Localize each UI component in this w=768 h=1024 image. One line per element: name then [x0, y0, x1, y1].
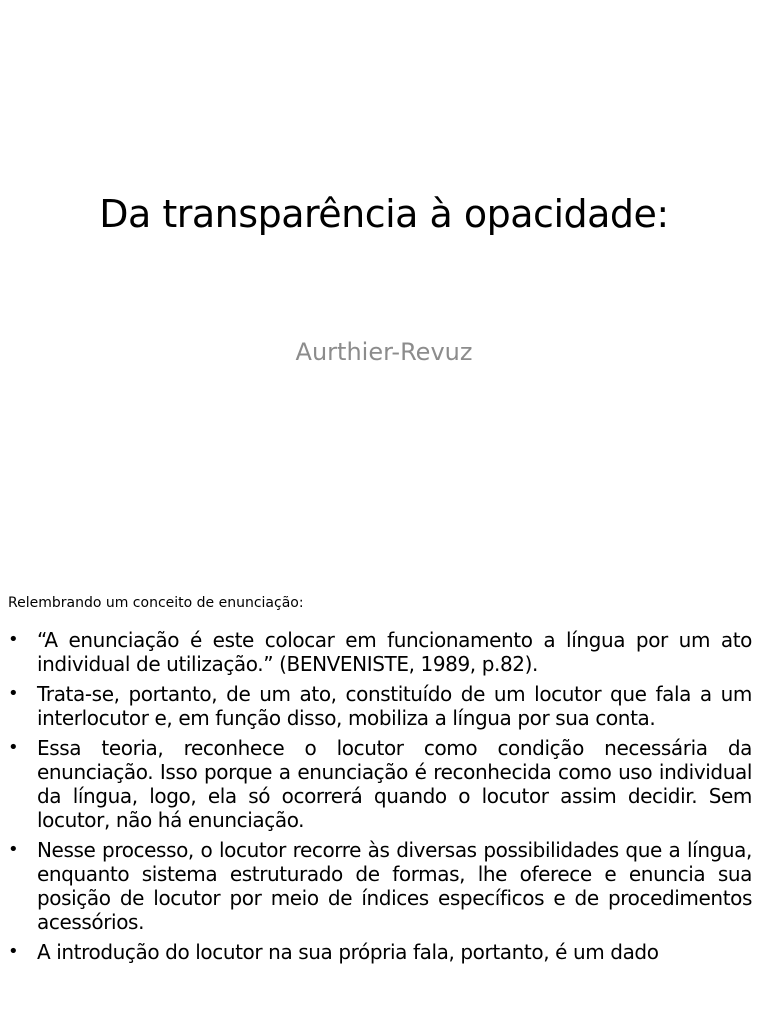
- content-slide: [0, 576, 768, 1024]
- bullet-text: Trata-se, portanto, de um ato, constituído de um locutor que fala a um interlocutor e, em função disso, mobiliza a língua por sua conta.: [37, 682, 752, 730]
- list-item: [0, 736, 768, 832]
- list-item: [0, 838, 768, 934]
- list-item: [0, 682, 768, 730]
- bullet-icon: •: [8, 737, 19, 758]
- bullet-text: Essa teoria, reconhece o locutor como condição necessária da enunciação. Isso porque a enunciação é reconhecida como uso individual da língua, logo, ela só ocorrerá quando o locutor assim decidir. Sem locutor, não há enunciação.: [37, 736, 752, 832]
- bullet-icon: •: [8, 683, 19, 704]
- slide-subtitle: Aurthier-Revuz: [295, 338, 473, 366]
- bullet-icon: •: [8, 941, 19, 962]
- list-item: [0, 628, 768, 676]
- bullet-icon: •: [8, 839, 19, 860]
- slide-heading: Relembrando um conceito de enunciação:: [8, 595, 304, 611]
- bullet-list: [0, 628, 768, 970]
- bullet-text: A introdução do locutor na sua própria fala, portanto, é um dado: [37, 940, 659, 964]
- bullet-text: Nesse processo, o locutor recorre às diversas possibilidades que a língua, enquanto sistema estruturado de formas, lhe oferece e enuncia sua posição de locutor por meio de índices específicos e de procedimentos acessórios.: [37, 838, 752, 934]
- bullet-icon: •: [8, 629, 19, 650]
- bullet-text: “A enunciação é este colocar em funcionamento a língua por um ato individual de utilização.” (BENVENISTE, 1989, p.82).: [37, 628, 752, 676]
- list-item: [0, 940, 768, 964]
- slide-title: Da transparência à opacidade:: [99, 192, 669, 236]
